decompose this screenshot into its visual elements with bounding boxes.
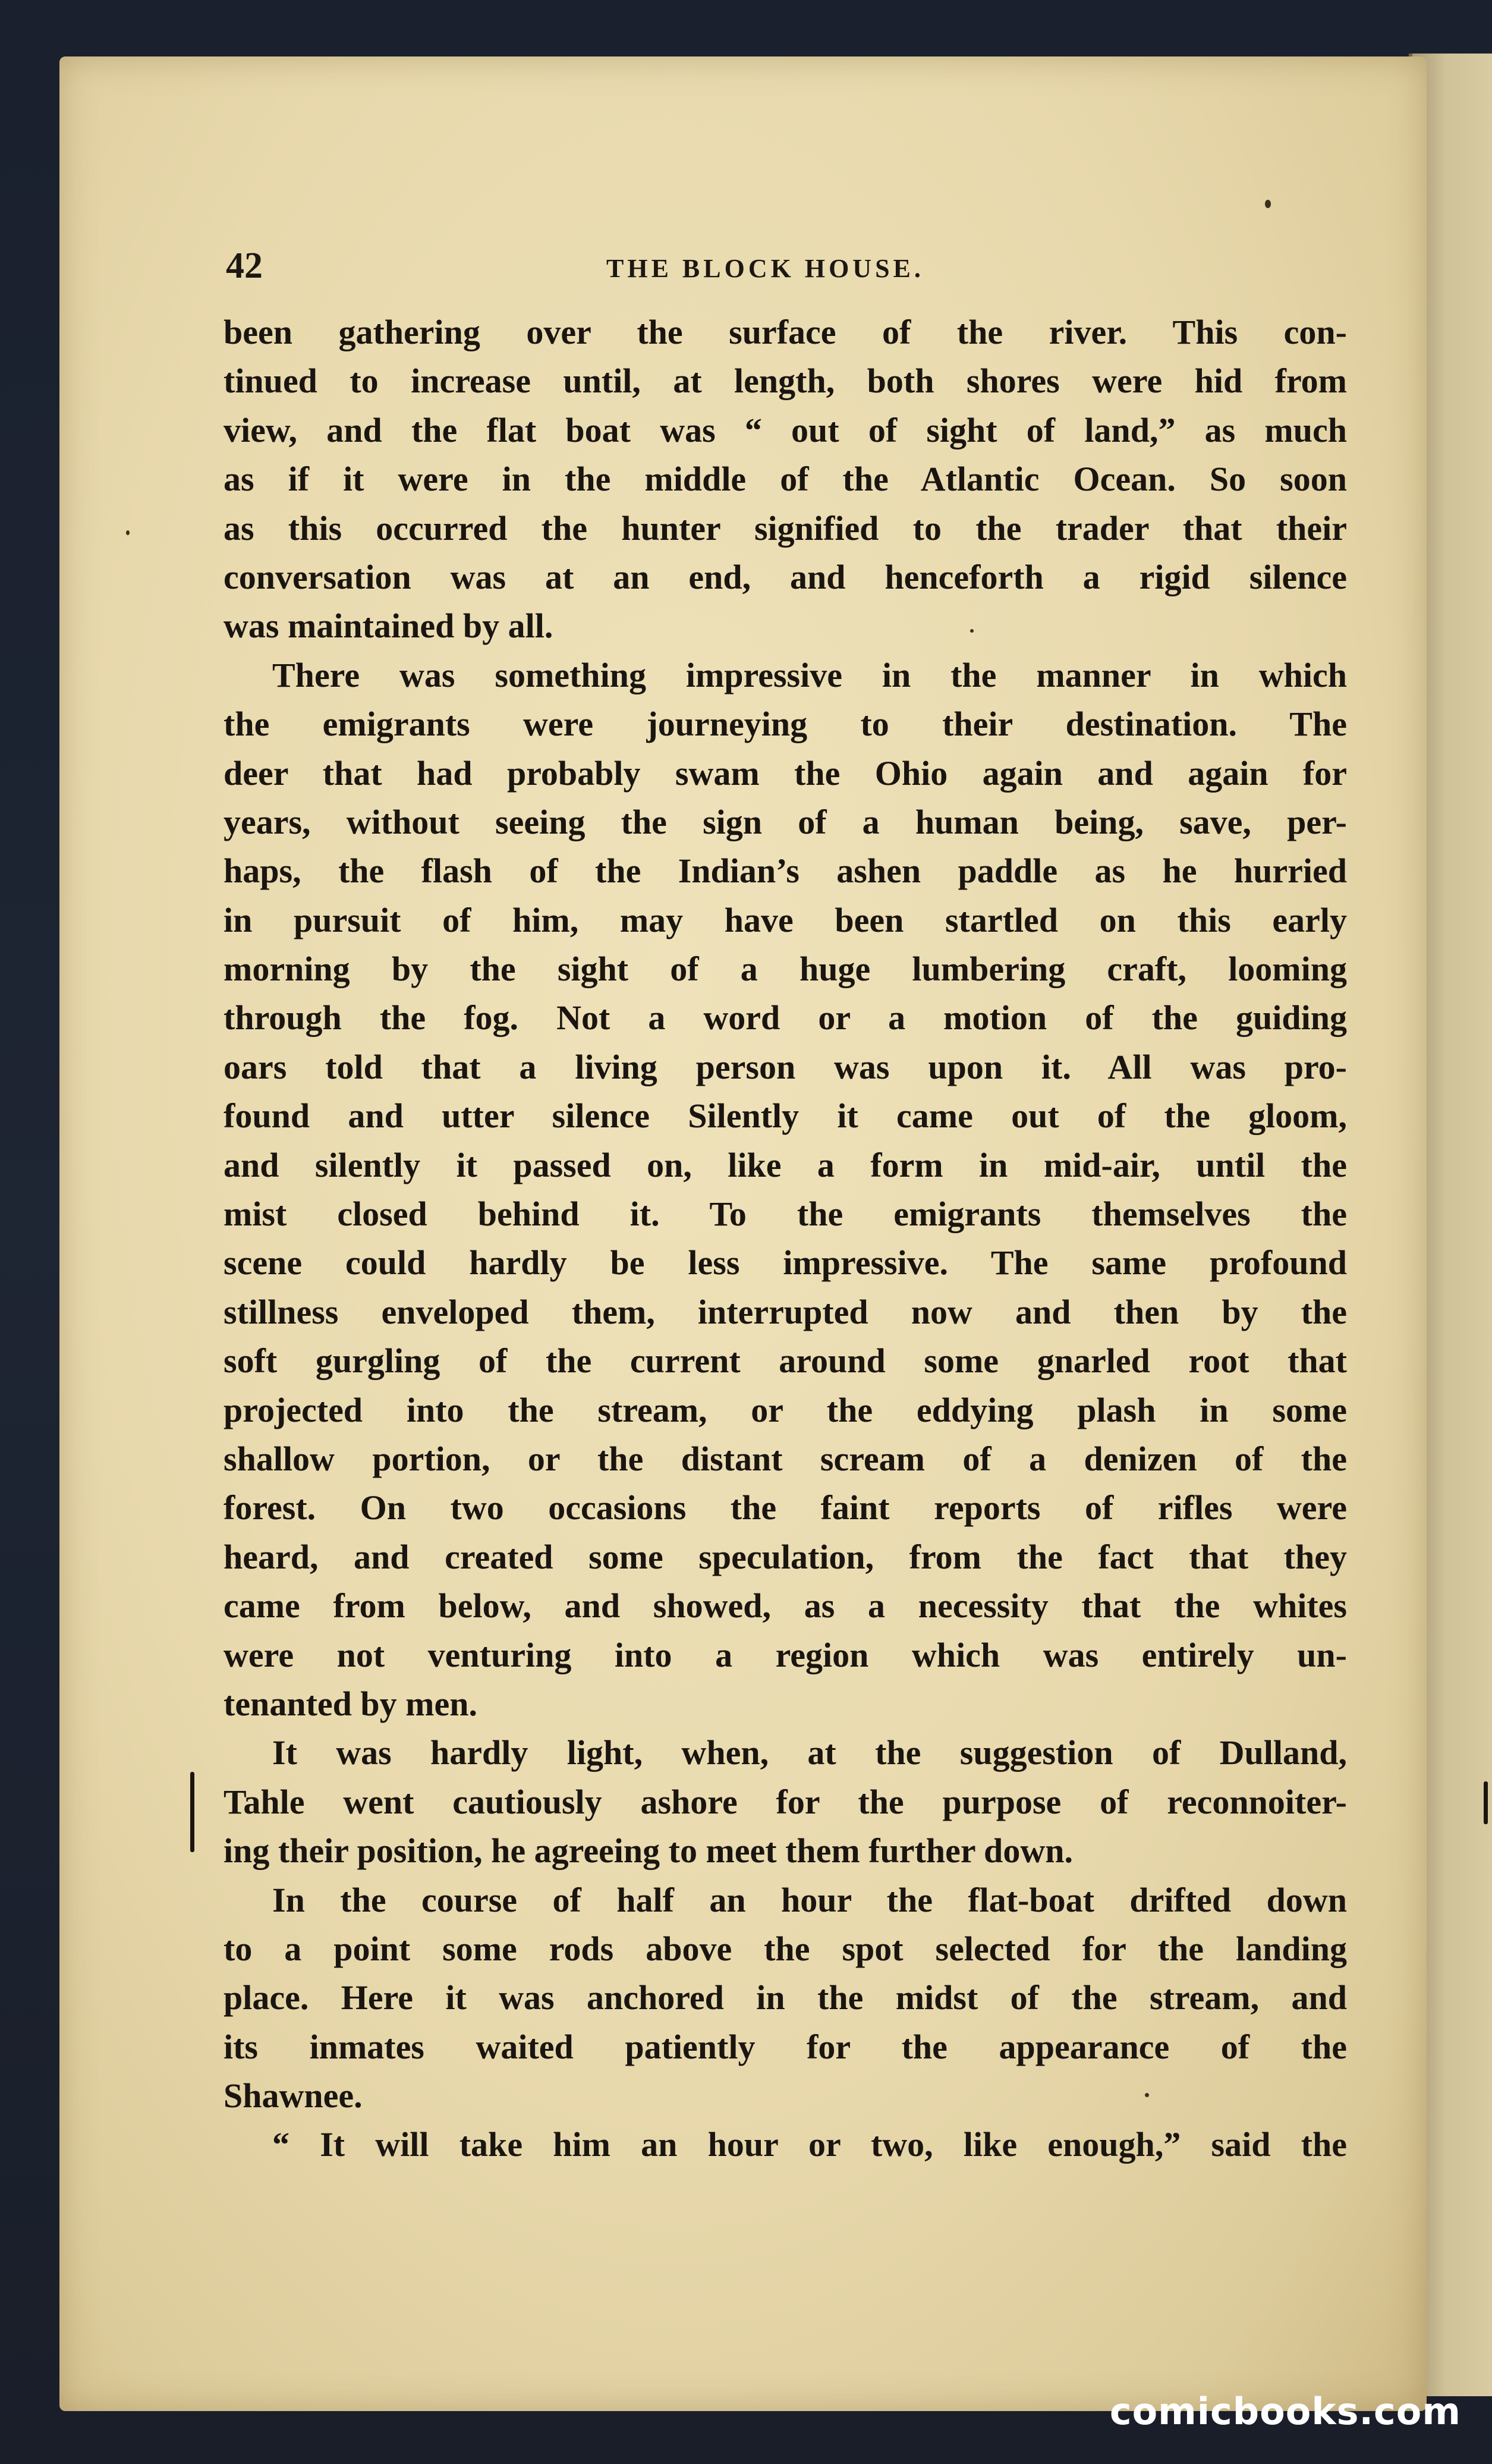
paper-speck [126,530,130,535]
text-line: its inmates waited patiently for the appearance of the [224,2027,1347,2066]
text-line: view, and the flat boat was “ out of sight of land,” as much [224,410,1347,450]
text-line: been gathering over the surface of the river. This con- [224,313,1347,351]
text-line: heard, and created some speculation, from the fact that they [224,1537,1347,1576]
text-line: in pursuit of him, may have been startled on this early [224,900,1347,939]
margin-mark [190,1772,194,1852]
text-line: soft gurgling of the current around some gnarled root that [224,1341,1347,1381]
text-line: were not venturing into a region which was entirely un- [224,1635,1347,1674]
text-line: years, without seeing the sign of a human being, save, per- [224,802,1347,841]
text-line: Shawnee. [224,2076,363,2116]
text-line: tenanted by men. [224,1684,477,1723]
text-line: the emigrants were journeying to their destination. The [224,705,1347,744]
text-line: was maintained by all. [224,606,553,646]
text-line: In the course of half an hour the flat-boat drifted down [272,1880,1347,1919]
page-number: 42 [226,246,263,286]
text-line: forest. On two occasions the faint reports of rifles were [224,1488,1347,1528]
text-line: “ It will take him an hour or two, like enough,” said the [272,2125,1347,2164]
text-line: haps, the flash of the Indian’s ashen paddle as he hurried [224,851,1347,891]
text-line: deer that had probably swam the Ohio again and again for [224,753,1347,793]
paper-speck [970,629,974,633]
running-title: THE BLOCK HOUSE. [606,254,924,283]
text-line: oars told that a living person was upon it. All was pro- [224,1047,1347,1086]
text-line: morning by the sight of a huge lumbering craft, looming [224,950,1347,989]
text-line: It was hardly light, when, at the suggestion of Dulland, [272,1733,1347,1772]
text-line: ing their position, he agreeing to meet them further down. [224,1831,1073,1871]
text-line: stillness enveloped them, interrupted now and then by the [224,1292,1347,1331]
text-line: came from below, and showed, as a necessity that the whites [224,1586,1347,1626]
text-line: conversation was at an end, and henceforth a rigid silence [224,557,1347,596]
text-line: to a point some rods above the spot selected for the landing [224,1929,1347,1968]
text-line: mist closed behind it. To the emigrants themselves the [224,1195,1347,1234]
text-line: and silently it passed on, like a form in mid-air, until the [224,1145,1347,1184]
paper-speck [1145,2093,1149,2097]
text-line: projected into the stream, or the eddying plash in some [224,1390,1347,1429]
text-line: as if it were in the middle of the Atlantic Ocean. So soon [224,460,1347,499]
paper-speck [1265,200,1271,208]
text-line: through the fog. Not a word or a motion of the guiding [224,998,1347,1038]
text-line: Tahle went cautiously ashore for the purpose of reconnoiter- [224,1782,1347,1821]
text-line: There was something impressive in the manner in which [272,655,1347,694]
text-line: shallow portion, or the distant scream of a denizen of the [224,1439,1347,1478]
margin-mark [1484,1781,1488,1824]
text-line: as this occurred the hunter signified to the trader that their [224,508,1347,548]
text-line: place. Here it was anchored in the midst of the stream, and [224,1978,1347,2017]
text-line: scene could hardly be less impressive. The same profound [224,1243,1347,1283]
text-line: tinued to increase until, at length, both shores were hid from [224,362,1347,401]
text-line: found and utter silence Silently it came out of the gloom, [224,1096,1347,1136]
body-text [224,308,1347,2170]
page-header [226,245,1355,293]
watermark: comicbooks.com [1109,2390,1461,2433]
